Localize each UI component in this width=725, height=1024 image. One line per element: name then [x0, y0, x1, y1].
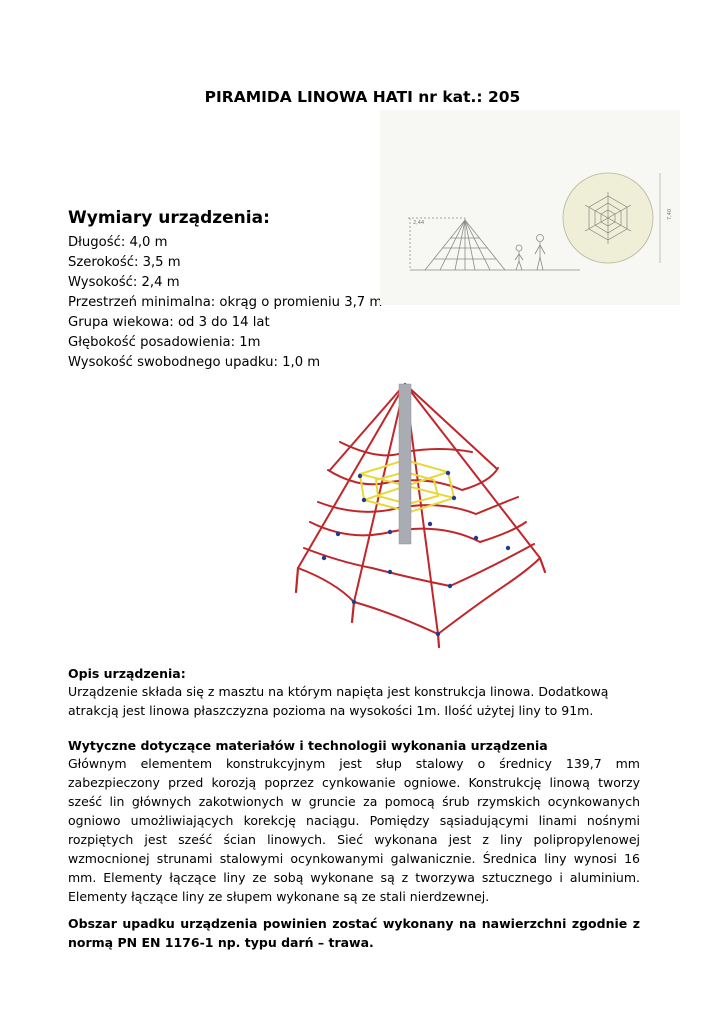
page-title: PIRAMIDA LINOWA HATI nr kat.: 205	[204, 88, 521, 106]
side-view-pyramid	[408, 218, 580, 270]
pyramid-render-image	[240, 372, 578, 652]
dimension-age-group: Grupa wiekowa: od 3 do 14 lat	[68, 315, 270, 330]
steel-mast	[399, 384, 411, 544]
dimension-foundation-depth: Głębokość posadowienia: 1m	[68, 335, 261, 350]
dimensions-heading: Wymiary urządzenia:	[68, 208, 270, 228]
description-heading: Opis urządzenia:	[68, 666, 186, 681]
dimensions-list	[68, 233, 382, 373]
dimension-free-fall-height: Wysokość swobodnego upadku: 1,0 m	[68, 355, 321, 370]
guidelines-text: Głównym elementem konstrukcyjnym jest słup stalowy o średnicy 139,7 mm zabezpieczony przed korozją poprzez cynkowanie ogniowe. Konstrukcję linową tworzy sześć lin głównych zakotwionych w gruncie za pomocą śrub rzymskich ocynkowanych ogniowo umożliwiających korekcję naciągu. Pomiędzy sąsiadującymi linami nośnymi rozpiętych jest sześć ścian linowych. Sieć wykonana jest z liny polipropylenowej wzmocnionej strunami stalowymi ocynkowanymi galwanicznie. Średnica liny wynosi 16 mm. Elementy łączące liny ze sobą wykonane są z tworzywa sztucznego i aluminium. Elementy łączące liny ze słupem wykonane są ze stali nierdzewnej.	[68, 756, 640, 904]
dimension-min-space: Przestrzeń minimalna: okrąg o promieniu 3,7 m	[68, 295, 383, 310]
dimension-width: Szerokość: 3,5 m	[68, 255, 181, 270]
technical-drawing	[380, 110, 680, 305]
dimension-height: Wysokość: 2,4 m	[68, 275, 180, 290]
side-height-label: 2,44	[413, 220, 425, 226]
fall-zone-text: Obszar upadku urządzenia powinien zostać wykonany na nawierzchni zgodnie z normą PN EN 1176-1 np. typu darń – trawa.	[68, 916, 640, 950]
plan-view	[563, 173, 660, 263]
child-figures-icon	[515, 235, 545, 271]
plan-diameter-label: 7,40	[667, 208, 673, 220]
guidelines-heading: Wytyczne dotyczące materiałów i technologii wykonania urządzenia	[68, 738, 548, 753]
description-text: Urządzenie składa się z masztu na którym napięta jest konstrukcja linowa. Dodatkową atrakcją jest linowa płaszczyzna pozioma na wysokości 1m. Ilość użytej liny to 91m.	[68, 684, 609, 718]
dimension-length: Długość: 4,0 m	[68, 235, 168, 250]
